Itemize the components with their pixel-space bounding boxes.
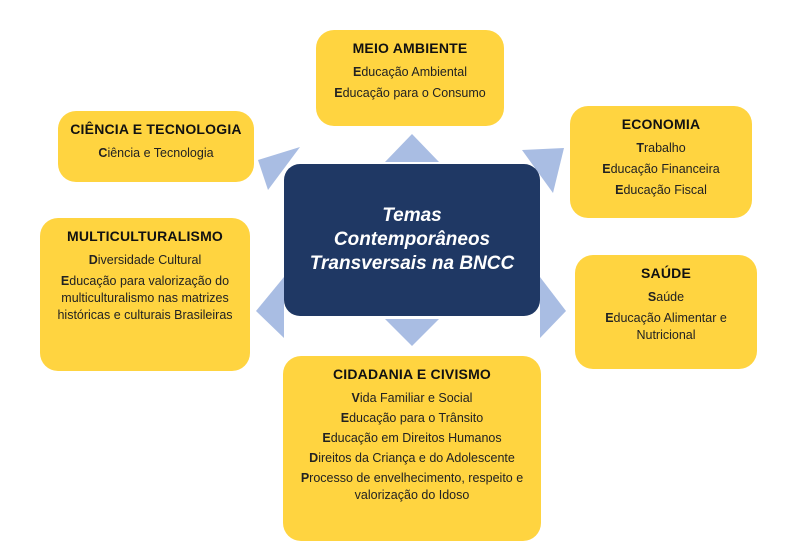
arrow-left-icon xyxy=(256,277,284,338)
theme-title: MEIO AMBIENTE xyxy=(352,40,468,56)
theme-title: ECONOMIA xyxy=(621,116,701,132)
theme-item: Vida Familiar e Social xyxy=(351,391,473,405)
theme-item: Diversidade Cultural xyxy=(88,253,202,267)
arrow-right-icon xyxy=(540,277,566,338)
theme-item: Ciência e Tecnologia xyxy=(98,146,214,160)
theme-box-ciencia-tecnologia xyxy=(58,111,254,182)
theme-item: Educação Alimentar e Nutricional xyxy=(605,311,727,342)
arrow-down-icon xyxy=(385,319,439,346)
theme-box-economia xyxy=(570,106,752,218)
central-topic xyxy=(284,164,540,316)
theme-title: CIDADANIA E CIVISMO xyxy=(332,366,492,382)
theme-box-cidadania-civismo xyxy=(283,356,541,541)
theme-item: Educação Financeira xyxy=(602,162,720,176)
theme-box-meio-ambiente xyxy=(316,30,504,126)
theme-item: Processo de envelhecimento, respeito e valorização do Idoso xyxy=(300,471,524,502)
theme-item: Educação para o Consumo xyxy=(334,86,486,100)
central-topic-title: Temas Contemporâneos Transversais na BNCC xyxy=(309,205,515,274)
theme-item: Saúde xyxy=(647,290,685,304)
theme-item: Educação Fiscal xyxy=(615,183,707,197)
theme-title: SAÚDE xyxy=(640,265,691,281)
arrow-up-icon xyxy=(385,134,439,162)
theme-item: Direitos da Criança e do Adolescente xyxy=(309,451,515,465)
theme-item: Trabalho xyxy=(636,141,686,155)
theme-item: Educação para valorização do multiculturalismo nas matrizes históricas e culturais Brasileiras xyxy=(57,274,233,322)
theme-title: MULTICULTURALISMO xyxy=(66,228,224,244)
theme-box-multiculturalismo xyxy=(40,218,250,371)
theme-title: CIÊNCIA E TECNOLOGIA xyxy=(70,121,242,137)
theme-item: Educação Ambiental xyxy=(353,65,467,79)
theme-box-saude xyxy=(575,255,757,369)
theme-item: Educação em Direitos Humanos xyxy=(322,431,502,445)
theme-item: Educação para o Trânsito xyxy=(340,411,484,425)
